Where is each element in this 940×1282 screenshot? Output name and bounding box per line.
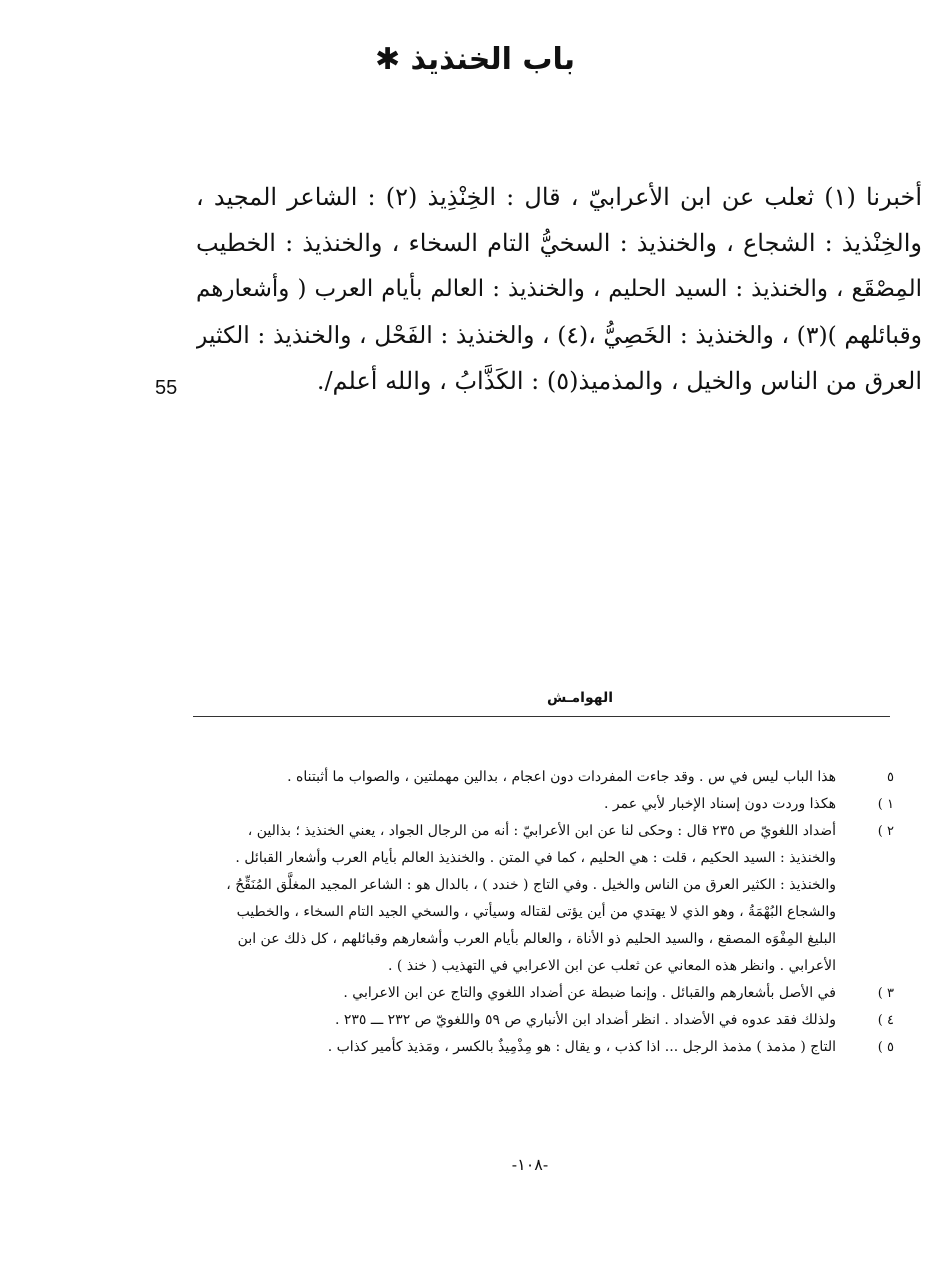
footnote-line: البليغ المِفْوَه المصقع ، والسيد الحليم ذو الأناة ، والعالم بأيام العرب وأشعارهم وقبائلهم ، كل ذلك عن ابن [237,931,836,947]
footnote-line: والخنذيذ : السيد الحكيم ، قلت : هي الحليم ، كما في المتن . والخنذيذ العالم بأيام العرب وأشعار القبائل . [235,850,836,866]
footnote-marker: ١ ) [877,797,894,812]
footnote [186,980,898,1007]
footnote-line: أضداد اللغويّ ص ٢٣٥ قال : وحكى لنا عن ابن الأعرابيّ : أنه من الرجال الجواد ، يعني الخنذيذ ؛ بذالين ، [247,823,836,839]
footnote-line: ولذلك فقد عدوه في الأضداد . انظر أضداد ابن الأنباري ص ٥٩ واللغويّ ص ٢٣٢ ـــ ٢٣٥ . [334,1012,836,1028]
footnotes-heading: الهوامـش [546,690,614,706]
body-line: والخِنْذيذ : الشجاع ، والخنذيذ : السخيُّ التام السخاء ، والخنذيذ : الخطيب [196,229,922,257]
footnote-line: والشجاع البُهْمَةُ ، وهو الذي لا يهتدي من أين يؤتى لقتاله وسيأتي ، والسخي الجيد التام السخاء ، والخطيب [236,904,836,920]
body-line: أخبرنا (١) ثعلب عن ابن الأعرابيّ ، قال : الخِنْذِيذ (٢) : الشاعر المجيد ، [196,183,922,211]
footnotes-divider [193,716,890,717]
footnote-text [186,1007,836,1034]
footnote-line: في الأصل بأشعارهم والقبائل . وإنما ضبطة عن أضداد اللغوي والتاج عن ابن الاعرابي . [343,985,836,1001]
footnote-marker: ٤ ) [877,1013,894,1028]
body-line: وقبائلهم )(٣) ، والخنذيذ : الخَصِيُّ ،(٤) ، والخنذيذ : الفَحْل ، والخنذيذ : الكثير [196,321,922,349]
body-line: المِصْقَع ، والخنذيذ : السيد الحليم ، والخنذيذ : العالم بأيام العرب ( وأشعارهم [196,276,922,302]
main-text [196,174,922,404]
footnote [186,1007,898,1034]
footnote-line: التاج ( مذمذ ) مذمذ الرجل ... اذا كذب ، و يقال : هو مِذْمِيذٌ بالكسر ، ومَذيذ كأمير كذاب . [327,1039,836,1055]
footnote-marker: ٥ ) [877,1040,894,1055]
footnote [186,764,898,791]
footnote-text [186,1034,836,1061]
footnote-line: هكذا وردت دون إسناد الإخبار لأبي عمر . [603,796,836,812]
footnote [186,1034,898,1061]
page-number: -١٠٨- [511,1157,549,1174]
footnotes-list [186,764,898,1061]
footnote-line: هذا الباب ليس في س . وقد جاءت المفردات دون اعجام ، بدالين مهملتين ، والصواب ما أثبتناه . [287,769,836,785]
footnote-line: الأعرابي . وانظر هذه المعاني عن ثعلب عن ابن الاعرابي في التهذيب ( خنذ ) . [388,958,836,974]
footnote [186,818,898,980]
footnote-marker: ٥ [887,770,894,785]
footnote-marker: ٣ ) [877,986,894,1001]
footnote-text [186,764,836,791]
margin-page-number: 55 [155,377,178,399]
footnote-text [186,980,836,1007]
footnote-line: والخنذيذ : الكثير العرق من الناس والخيل . وفي التاج ( خندد ) ، بالدال هو : الشاعر المجيد المغلَّق المُنَقِّحُ ، [226,877,836,893]
footnote-marker: ٢ ) [877,824,894,839]
footnote [186,791,898,818]
body-line: العرق من الناس والخيل ، والمذميذ(٥) : الكَذَّابُ ، والله أعلم/. [316,367,922,395]
footnote-text [186,818,836,980]
chapter-title: باب الخنذيذ ✱ [374,42,576,77]
footnote-text [186,791,836,818]
